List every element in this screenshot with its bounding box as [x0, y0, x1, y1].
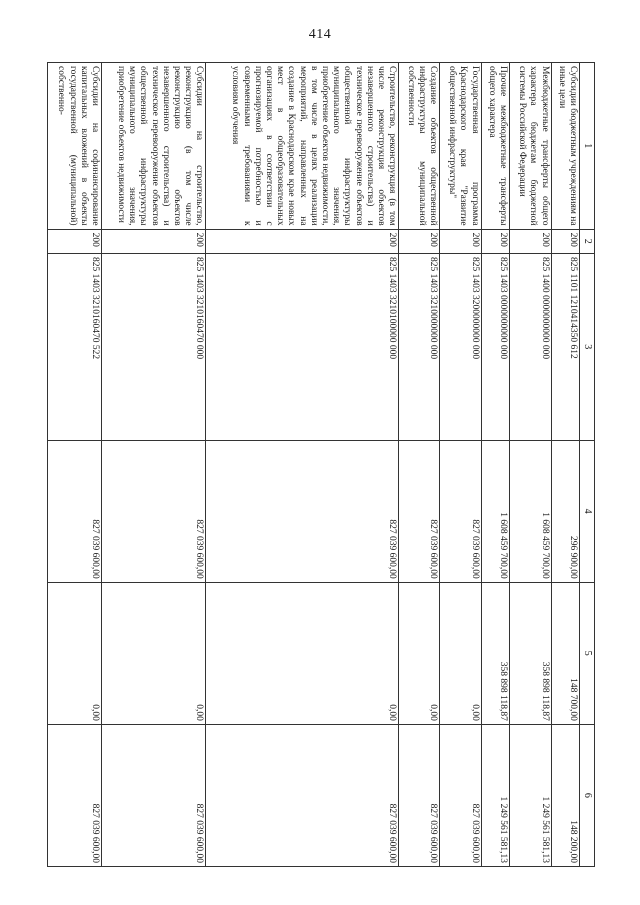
row-value-4: 1 608 459 700,00 — [481, 440, 510, 582]
row-code: 825 1403 3200000000 000 — [440, 253, 481, 440]
row-value-4: 827 039 600,00 — [440, 440, 481, 582]
header-col-3: 3 — [580, 253, 595, 440]
row-col2: 200 — [399, 229, 440, 253]
rotated-table-container — [47, 62, 595, 867]
row-value-4: 296 900,00 — [551, 440, 580, 582]
row-col2: 200 — [551, 229, 580, 253]
row-code: 825 1403 3210160470 522 — [48, 253, 102, 440]
row-name: Создание объектов общественной инфраструктуры муниципальной собственности — [399, 63, 440, 230]
table-row — [440, 63, 481, 867]
row-value-5: 358 898 118,87 — [481, 582, 510, 724]
table-row — [481, 63, 510, 867]
row-value-6: 827 039 600,00 — [206, 724, 399, 866]
row-value-6: 148 200,00 — [551, 724, 580, 866]
row-value-6: 1 249 561 581,13 — [510, 724, 551, 866]
page-number: 414 — [308, 27, 332, 42]
row-value-6: 827 039 600,00 — [48, 724, 102, 866]
row-value-5: 148 700,00 — [551, 582, 580, 724]
table-row — [101, 63, 205, 867]
row-col2: 200 — [48, 229, 102, 253]
row-code: 825 1101 1210414350 612 — [551, 253, 580, 440]
row-value-6: 827 039 600,00 — [101, 724, 205, 866]
row-col2: 200 — [101, 229, 205, 253]
row-code: 825 1403 3210000000 000 — [399, 253, 440, 440]
row-code: 825 1403 0000000000 000 — [481, 253, 510, 440]
row-value-5: 0,00 — [48, 582, 102, 724]
row-value-5: 0,00 — [206, 582, 399, 724]
row-name: Субсидии на софинансирование капитальных вложений в объекты государственной (муниципальной) собственно- — [48, 63, 102, 230]
row-value-6: 827 039 600,00 — [399, 724, 440, 866]
row-col2: 200 — [440, 229, 481, 253]
table-header-row — [580, 63, 595, 867]
table-row — [48, 63, 102, 867]
table-row — [206, 63, 399, 867]
row-code: 825 1400 0000000000 000 — [510, 253, 551, 440]
budget-table — [47, 62, 595, 867]
row-value-5: 358 898 118,87 — [510, 582, 551, 724]
row-value-6: 1 249 561 581,13 — [481, 724, 510, 866]
row-name: Субсидии бюджетным учреждениям на иные цели — [551, 63, 580, 230]
row-name: Межбюджетные трансферты общего характера бюджетам бюджетной системы Российской Федерации — [510, 63, 551, 230]
row-col2: 200 — [206, 229, 399, 253]
row-code: 825 1403 3210100000 000 — [206, 253, 399, 440]
header-col-5: 5 — [580, 582, 595, 724]
row-value-4: 827 039 600,00 — [101, 440, 205, 582]
row-value-4: 827 039 600,00 — [48, 440, 102, 582]
row-name: Субсидии на строительство, реконструкцию (в том числе реконструкцию объектов незавершенного строительства) и техническое перевооружение объектов общественной инфраструктуры муниципального значения, приобретение объектов недвижимости — [101, 63, 205, 230]
row-value-4: 827 039 600,00 — [399, 440, 440, 582]
table-row — [510, 63, 551, 867]
row-name: Строительство, реконструкция (в том числе реконструкция объектов незавершенного строительства) и техническое перевооружение объектов общественной инфраструктуры муниципального значения, приобретение объектов недвижимости, в том числе в целях реализации мероприятий, направленных на создание в Краснодарском крае новых мест в общеобразовательных организациях в соответствии с прогнозируемой потребностью и современными требованиями к условиям обучения — [206, 63, 399, 230]
table-row — [551, 63, 580, 867]
row-value-6: 827 039 600,00 — [440, 724, 481, 866]
row-value-5: 0,00 — [101, 582, 205, 724]
row-value-4: 827 039 600,00 — [206, 440, 399, 582]
row-code: 825 1403 3210160470 000 — [101, 253, 205, 440]
header-col-2: 2 — [580, 229, 595, 253]
table-row — [399, 63, 440, 867]
row-value-4: 1 608 459 700,00 — [510, 440, 551, 582]
header-col-4: 4 — [580, 440, 595, 582]
header-col-6: 6 — [580, 724, 595, 866]
row-col2: 200 — [510, 229, 551, 253]
header-col-1: 1 — [580, 63, 595, 230]
row-value-5: 0,00 — [399, 582, 440, 724]
row-col2: 200 — [481, 229, 510, 253]
row-value-5: 0,00 — [440, 582, 481, 724]
row-name: Прочие межбюджетные трансферты общего характера — [481, 63, 510, 230]
row-name: Государственная программа Краснодарского края "Развитие общественной инфраструктуры" — [440, 63, 481, 230]
